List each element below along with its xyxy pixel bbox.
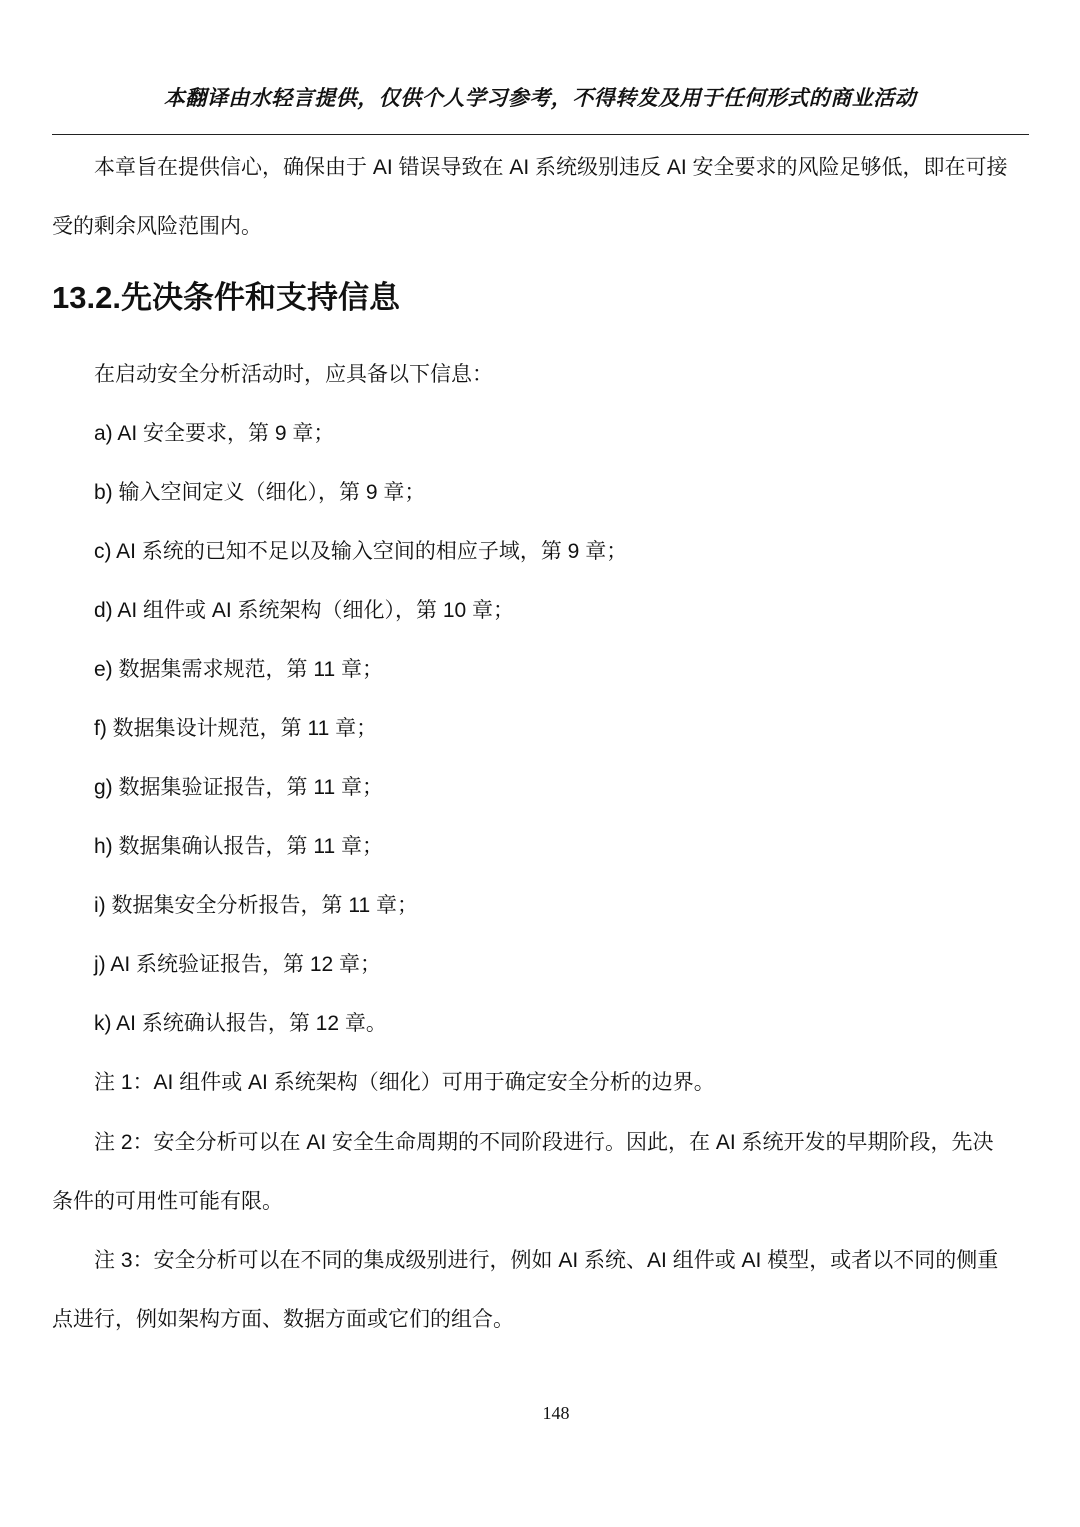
list-item: h) 数据集确认报告，第 11 章； [94,835,383,858]
list-item: c) AI 系统的已知不足以及输入空间的相应子域，第 9 章； [94,540,628,563]
translation-disclaimer: 本翻译由水轻言提供，仅供个人学习参考，不得转发及用于任何形式的商业活动 [163,87,917,110]
note-3: 注 3：安全分析可以在不同的集成级别进行，例如 AI 系统、AI 组件或 AI 模型，或者以不同的侧重点进行，例如架构方面、数据方面或它们的组合。 [52,1249,999,1331]
page-number: 148 [542,1403,570,1423]
list-item: k) AI 系统确认报告，第 12 章。 [94,1012,387,1035]
list-item: f) 数据集设计规范，第 11 章； [94,717,378,740]
list-item: i) 数据集安全分析报告，第 11 章； [94,894,418,917]
list-item: a) AI 安全要求，第 9 章； [94,422,335,445]
note-1: 注 1：AI 组件或 AI 系统架构（细化）可用于确定安全分析的边界。 [94,1071,715,1094]
note-2: 注 2：安全分析可以在 AI 安全生命周期的不同阶段进行。因此，在 AI 系统开发的早期阶段，先决条件的可用性可能有限。 [52,1131,994,1213]
section-lead: 在启动安全分析活动时，应具备以下信息： [94,363,493,386]
list-item: b) 输入空间定义（细化），第 9 章； [94,481,426,504]
list-item: g) 数据集验证报告，第 11 章； [94,776,383,799]
header-divider [52,134,1029,135]
list-item: j) AI 系统验证报告，第 12 章； [94,953,382,976]
list-item: e) 数据集需求规范，第 11 章； [94,658,383,681]
intro-paragraph: 本章旨在提供信心，确保由于 AI 错误导致在 AI 系统级别违反 AI 安全要求的风险足够低，即在可接受的剩余风险范围内。 [52,156,1008,238]
list-item: d) AI 组件或 AI 系统架构（细化），第 10 章； [94,599,515,622]
section-heading: 13.2.先决条件和支持信息 [52,280,400,315]
